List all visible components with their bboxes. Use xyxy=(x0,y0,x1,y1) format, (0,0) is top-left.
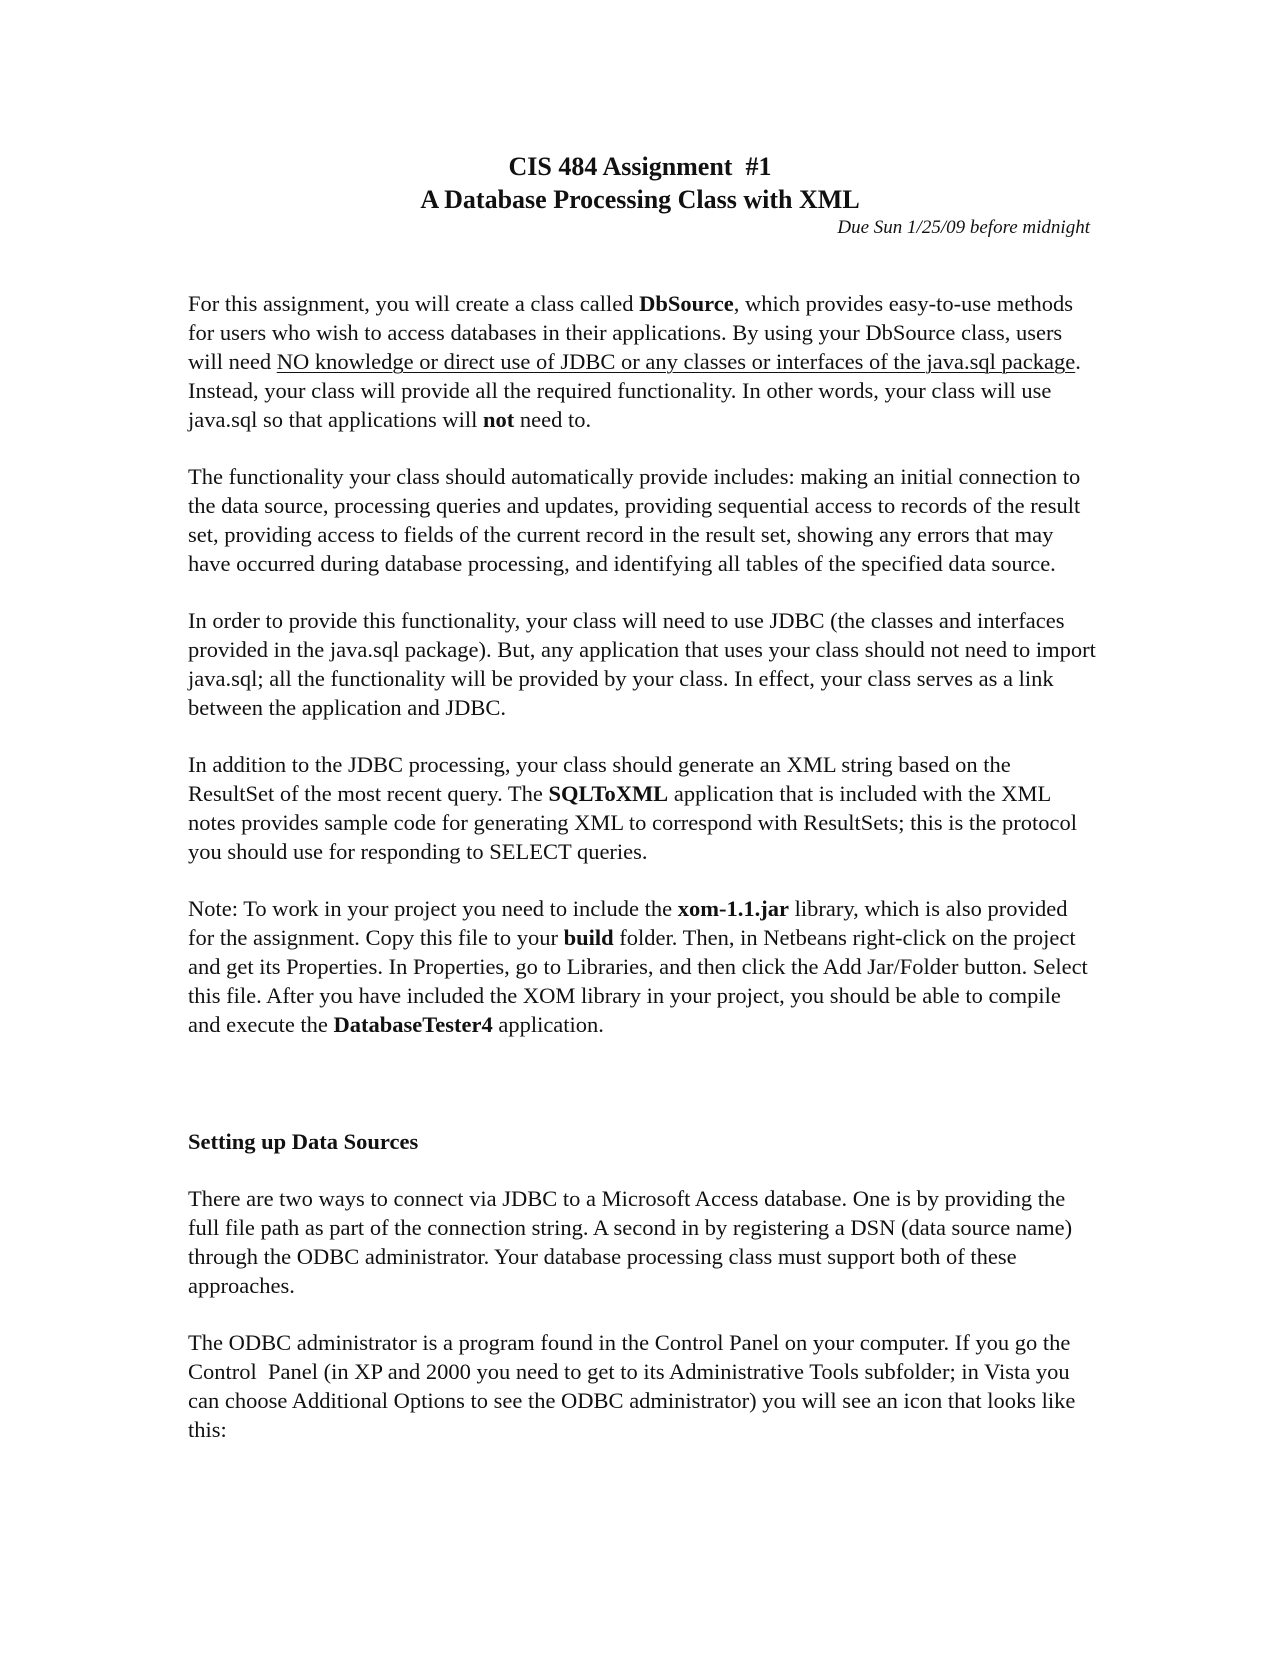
term-dbsource: DbSource xyxy=(639,291,734,316)
text-run: For this assignment, you will create a class called xyxy=(188,291,640,316)
term-build: build xyxy=(563,925,614,950)
text-run: In addition to the JDBC processing, your class should generate an XML string based on the ResultSet of the most recent query. The xyxy=(188,752,1011,806)
term-jar: xom-1.1.jar xyxy=(677,896,789,921)
underlined-requirement: NO knowledge or direct use of JDBC or any classes or interfaces of the java.sql package xyxy=(276,349,1076,374)
text-run: Note: To work in your project you need to include the xyxy=(188,896,678,921)
document-body xyxy=(188,289,1098,1472)
document-subtitle: A Database Processing Class with XML xyxy=(420,185,860,214)
text-run: , which provides easy-to-use methods for users who wish to access databases in their applications. By using your DbSource class, users will need xyxy=(188,291,1074,374)
term-databasetester4: DatabaseTester4 xyxy=(333,1012,493,1037)
text-run: folder. Then, in Netbeans right-click on the project and get its Properties. In Properties, go to Libraries, and then click the Add Jar/Folder button. Select this file. After you have included the XOM library in your project, you should be able to compile and execute the xyxy=(188,925,1088,1037)
section-heading: Setting up Data Sources xyxy=(188,1129,419,1154)
paragraph-connection-ways: There are two ways to connect via JDBC to a Microsoft Access database. One is by providing the full file path as part of the connection string. A second in by registering a DSN (data source name) through the ODBC administrator. Your database processing class must support both of these approaches. xyxy=(188,1186,1073,1298)
paragraph-note xyxy=(188,894,1098,1039)
text-run: need to. xyxy=(514,407,592,432)
paragraph-xml xyxy=(188,750,1098,866)
paragraph-jdbc: In order to provide this functionality, your class will need to use JDBC (the classes and interfaces provided in the java.sql package). But, any application that uses your class should not need to import java.sql; all the functionality will be provided by your class. In effect, your class serves as a link between the application and JDBC. xyxy=(188,608,1096,720)
paragraph-odbc-admin: The ODBC administrator is a program found in the Control Panel on your computer. If you go the Control Panel (in XP and 2000 you need to get to its Administrative Tools subfolder; in Vista you can choose Additional Options to see the ODBC administrator) you will see an icon that looks like this: xyxy=(188,1330,1081,1442)
text-run: application that is included with the XML notes provides sample code for generating XML to correspond with ResultSets; this is the protocol you should use for responding to SELECT queries. xyxy=(188,781,1078,864)
paragraph-intro xyxy=(188,289,1098,434)
text-run: application. xyxy=(492,1012,604,1037)
text-run: library, which is also provided for the assignment. Copy this file to your xyxy=(188,896,1068,950)
text-run: . Instead, your class will provide all the required functionality. In other words, your class will use java.sql so that applications will xyxy=(188,349,1081,432)
due-date: Due Sun 1/25/09 before midnight xyxy=(837,217,1090,238)
term-sqltoxml: SQLToXML xyxy=(548,781,669,806)
emphasis-not: not xyxy=(482,407,515,432)
paragraph-functionality: The functionality your class should automatically provide includes: making an initial connection to the data source, processing queries and updates, providing sequential access to records of the result set, providing access to fields of the current record in the result set, showing any errors that may have occurred during database processing, and identifying all tables of the specified data source. xyxy=(188,464,1081,576)
document-title: CIS 484 Assignment #1 xyxy=(508,152,772,181)
title-block xyxy=(0,150,1280,216)
